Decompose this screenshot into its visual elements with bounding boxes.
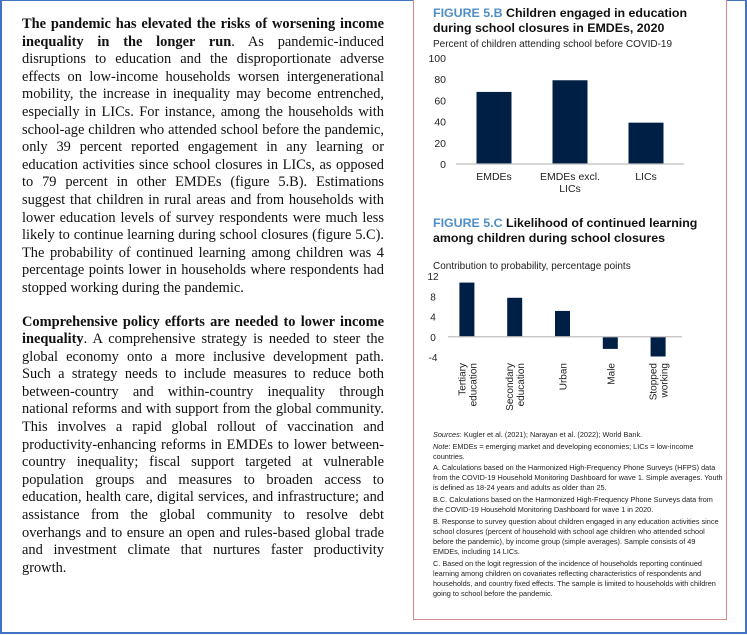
y-tick-label: 12 <box>427 272 439 283</box>
svg-text:education: education <box>468 363 480 407</box>
paragraph-lead: The pandemic has elevated the risks of worsening income inequality in the longer run <box>22 16 384 50</box>
paragraph-policy-efforts <box>22 314 384 578</box>
note-line <box>433 442 723 462</box>
bar <box>555 311 570 337</box>
y-tick-label: 40 <box>434 116 446 129</box>
y-tick-label: 20 <box>434 137 446 150</box>
bar <box>477 92 512 164</box>
svg-text:Secondary: Secondary <box>505 363 517 411</box>
y-tick-label: 0 <box>430 332 436 344</box>
x-tick-label <box>559 363 570 390</box>
x-tick-label: LICs <box>635 171 657 183</box>
svg-text:education: education <box>516 363 528 407</box>
figure-5b-chart <box>414 48 728 198</box>
note-item-bc: B.C. Calculations based on the Harmonized High-Frequency Phone Surveys data from the COVID-19 Household Monitoring Dashboard for wave 1 in 2020. <box>433 495 713 515</box>
bar <box>507 298 522 337</box>
figure-box <box>413 0 727 620</box>
figure-5b-title-text: Children engaged in education during school closures in EMDEs, 2020 <box>433 6 688 35</box>
svg-text:Urban: Urban <box>558 363 570 391</box>
svg-text:Tertiary: Tertiary <box>457 363 469 396</box>
main-text-column <box>22 16 384 593</box>
x-tick-label: LICs <box>559 183 581 195</box>
svg-text:working: working <box>659 363 671 398</box>
paragraph-lead: Comprehensive policy efforts are needed to lower income inequality <box>22 313 384 348</box>
bar <box>459 283 474 337</box>
paragraph-body: . A comprehensive strategy is needed to steer the global economy onto a more inclusive development path. Such a strategy needs to include measures to reduce both between-country and within-country inequality through national reforms and with support from the global community. This involves a rapid global rollout of vaccination and productivity-enhancing reforms in EMDEs to lower between-country inequality; fiscal support targeted at vulnerable population groups and measures to broaden access to education, health care, digital services, and infrastructure; and assistance from the global community to resolve debt overhangs and to ensure an open and rules-based global trade and investment climate that nurtures faster productivity growth. <box>22 331 384 576</box>
y-tick-label: 60 <box>434 95 446 108</box>
sources-line <box>433 430 723 440</box>
svg-text:Stopped: Stopped <box>648 363 660 401</box>
figure-5b-title <box>433 6 723 35</box>
note-text: : EMDEs = emerging market and developing economies; LICs = low-income countries. <box>433 441 694 461</box>
sources-text: : Kugler et al. (2021); Narayan et al. (2022); World Bank. <box>459 430 643 439</box>
bar <box>553 80 588 164</box>
y-tick-label: 4 <box>430 312 436 324</box>
note-item-b: B. Response to survey question about children engaged in any education activities since school closures (percent of household with school age children who attended school before the pandemic), by income group (simple averages). Sample consists of 49 EMDEs, including 14 LICs. <box>433 516 719 557</box>
bar <box>651 337 666 357</box>
y-tick-label: 100 <box>428 53 446 65</box>
paragraph-inequality-risks <box>22 16 384 298</box>
note-item-a: A. Calculations based on the Harmonized High-Frequency Phone Surveys (HFPS) data from the COVID-19 Household Monitoring Dashboard for wave 1. Simple averages. Youth is defined as 18-24 years and adults as older than 25. <box>433 463 723 493</box>
figure-5c-label: FIGURE 5.C <box>433 216 503 230</box>
x-tick-label: EMDEs excl. <box>539 171 601 183</box>
x-tick-label <box>505 363 527 411</box>
y-tick-label: -4 <box>428 353 438 364</box>
note-item-c: C. Based on the logit regression of the incidence of households reporting continued learning among children on covariates reflecting characteristics of respondents and households, and country fixed effects. The sample is limited to households with children going to school before the pandemic. <box>433 558 716 598</box>
x-tick-label <box>457 363 479 406</box>
figure-5b-subtitle: Percent of children attending school before COVID-19 <box>433 39 673 50</box>
y-tick-label: 8 <box>430 292 436 304</box>
note-label: Note <box>433 441 449 451</box>
figure-5c-subtitle: Contribution to probability, percentage points <box>433 261 631 272</box>
svg-text:Male: Male <box>606 363 618 385</box>
figure-notes <box>433 430 723 601</box>
paragraph-body: . As pandemic-induced disruptions to education and the disproportionate adverse effects on low-income households worsen intergenerational mobility, the increase in inequality may become entrenched, especially in LICs. For instance, among the households with school-age children who attended school before the pandemic, only 39 percent reported engagement in any learning or education activities since school closures in LICs, as opposed to 79 percent in other EMDEs (figure 5.B). Estimations suggest that children in rural areas and from households with lower education levels of survey respondents were much less likely to continue learning during school closures (figure 5.C). The probability of continued learning among children was 4 percentage points lower in households where respondents had stopped working during the pandemic. <box>22 33 384 296</box>
bar <box>603 337 618 349</box>
y-tick-label: 80 <box>434 74 446 87</box>
figure-5b-label: FIGURE 5.B <box>433 6 503 20</box>
x-tick-label <box>606 363 617 385</box>
y-tick-label: 0 <box>440 159 446 171</box>
sources-label: Sources <box>433 430 460 439</box>
figure-5c-title <box>433 216 723 245</box>
x-tick-label: EMDEs <box>476 171 512 183</box>
bar <box>629 123 664 164</box>
figure-5c-title-text: Likelihood of continued learning among children during school closures <box>433 216 698 245</box>
figure-5c-chart <box>414 270 728 420</box>
x-tick-label <box>649 363 671 400</box>
